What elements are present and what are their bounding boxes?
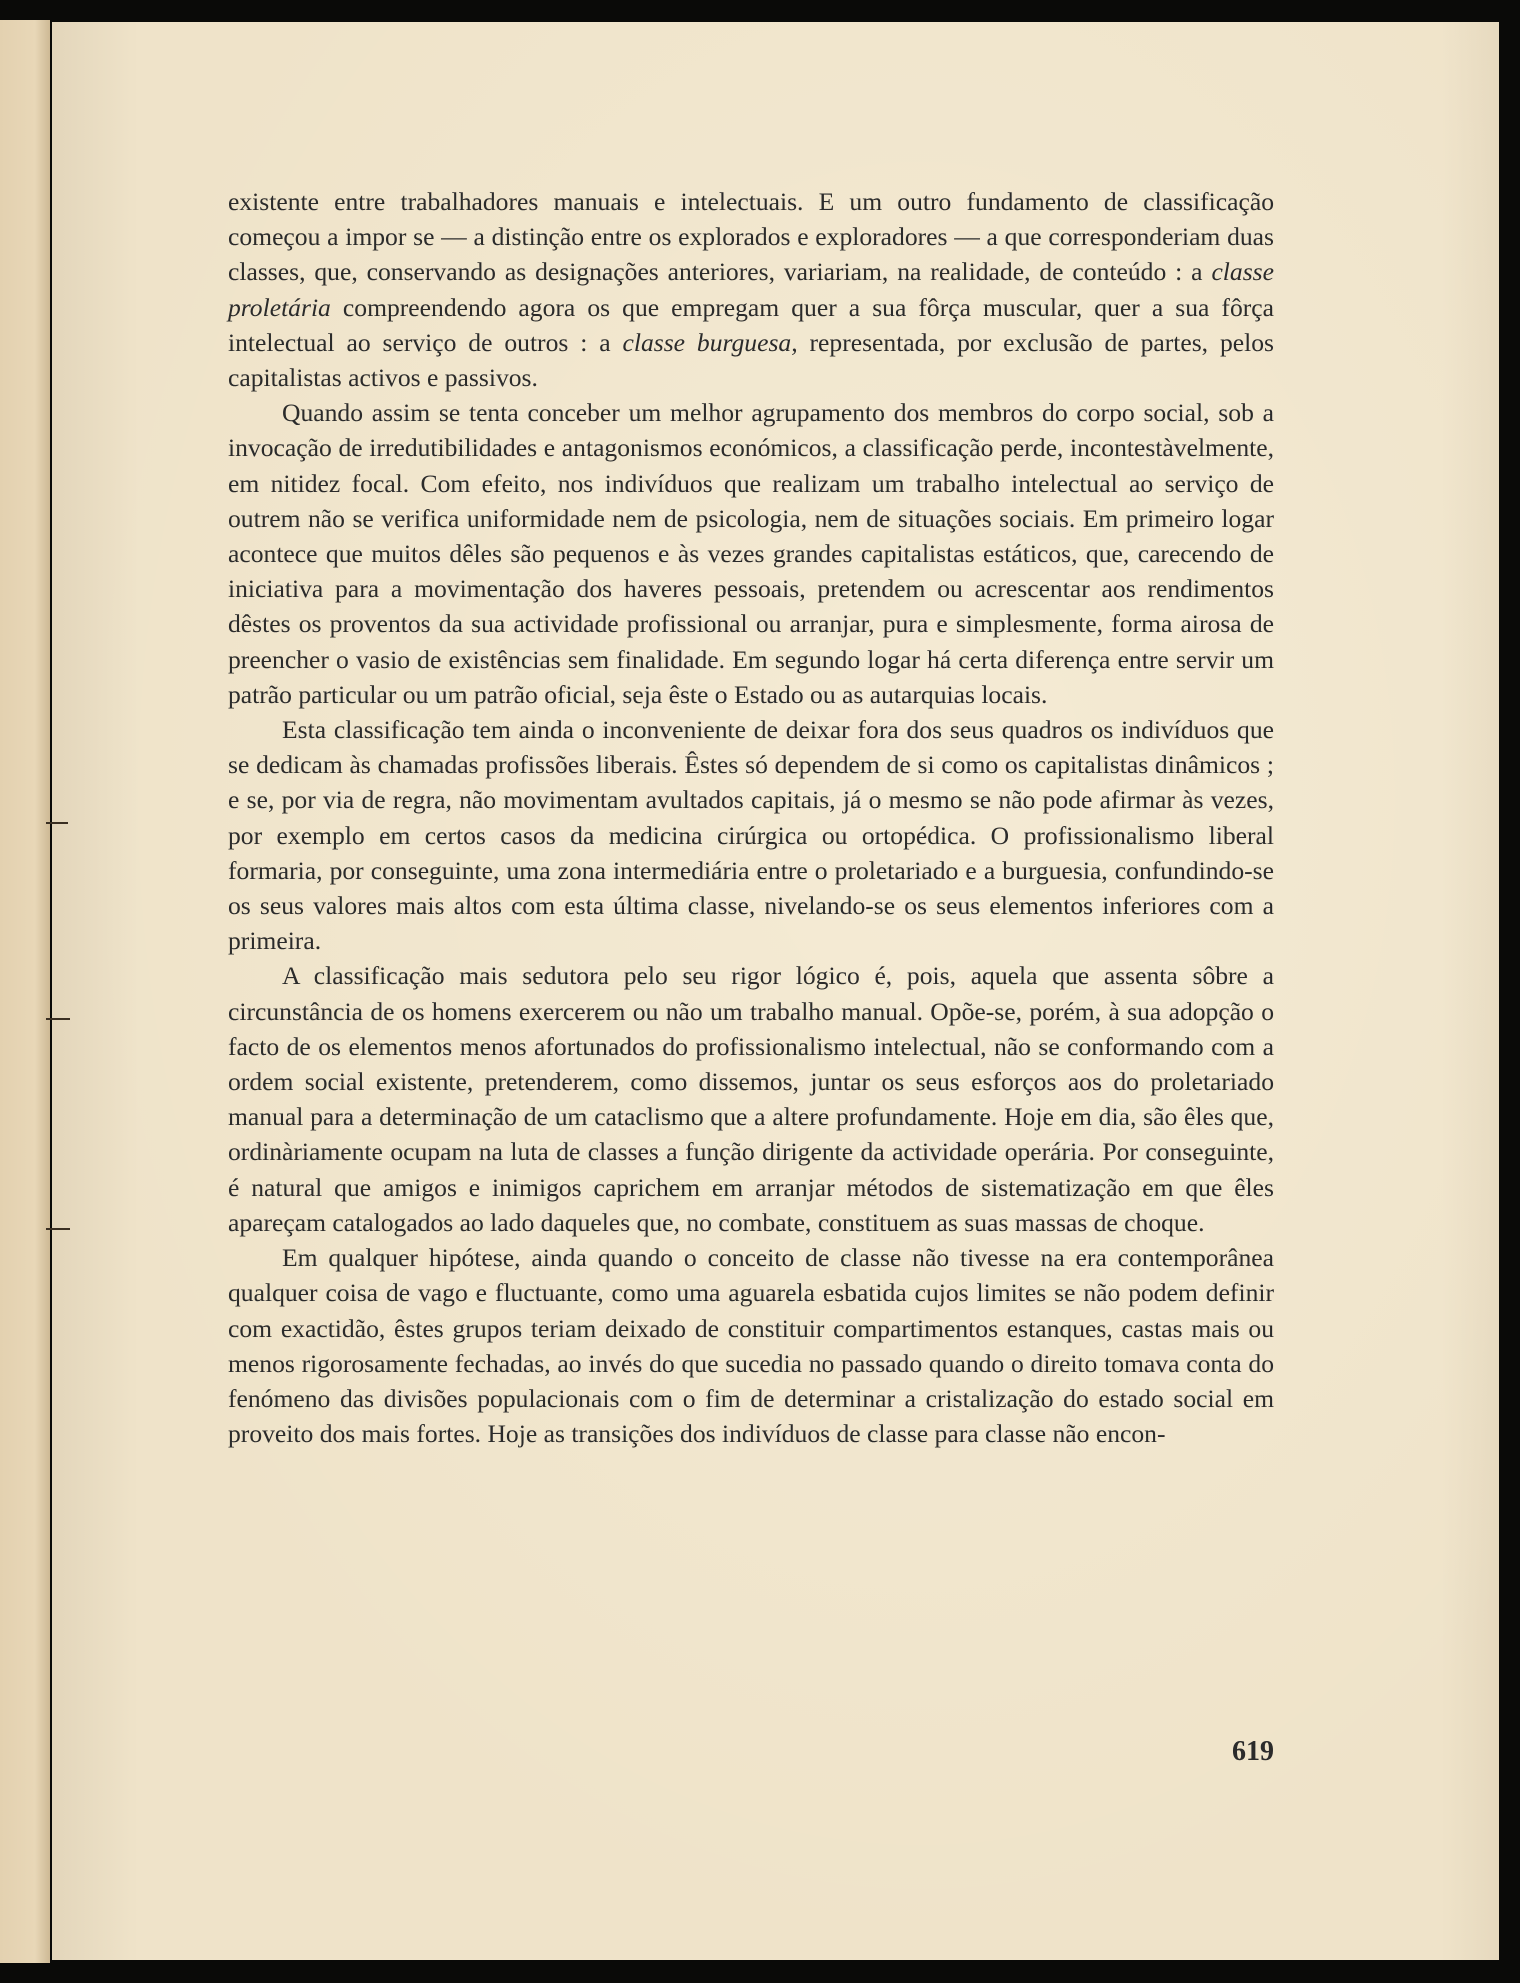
paragraph-text: existente entre trabalhadores manuais e intelectuais. E um outro fundamento de classificação começou a impor se — a distinção entre os explorados e exploradores — a que corresponderiam duas classes, que, conservando as designações anteriores, variariam, na realidade, de conteúdo : a (228, 187, 1274, 287)
page-number: 619 (1232, 1736, 1274, 1767)
paragraph-text: representada, por exclusão de partes, pelos capitalistas activos e passivos. (228, 327, 1274, 393)
paragraph: Em qualquer hipótese, ainda quando o conceito de classe não tivesse na era contemporânea qualquer coisa de vago e fluctuante, como uma aguarela esbatida cujos limites se não podem definir com exactidão, êstes grupos teriam deixado de constituir compartimentos estanques, castas mais ou menos rigorosamente fechadas, ao invés do que sucedia no passado quando o direito tomava conta do fenómeno das divisões populacionais com o fim de determinar a cristalização do estado social em proveito dos mais fortes. Hoje as transições dos indivíduos de classe para classe não encon- (228, 1243, 1274, 1449)
paragraph: Esta classificação tem ainda o inconveniente de deixar fora dos seus quadros os indivíduos que se dedicam às chamadas profissões liberais. Êstes só dependem de si como os capitalistas dinâmicos ; e se, por via de regra, não movimentam avultados capitais, já o mesmo se não pode afirmar às vezes, por exemplo em certos casos da medicina cirúrgica ou ortopédica. O profissionalismo liberal formaria, por conseguinte, uma zona intermediária entre o proletariado e a burguesia, confundindo-se os seus valores mais altos com esta última classe, nivelando-se os seus elementos inferiores com a primeira. (228, 715, 1274, 956)
previous-page-edge (0, 20, 50, 1963)
binding-mark (46, 1228, 70, 1230)
binding-mark (46, 822, 68, 824)
paragraph-text: compreendendo agora os que empregam quer a sua fôrça muscular, quer a sua fôrça intelectual ao serviço de outros : a (228, 292, 1274, 357)
italic-term: classe proletária (228, 257, 1274, 322)
binding-mark (46, 1018, 70, 1020)
body-text (228, 184, 1274, 1451)
paragraph: A classificação mais sedutora pelo seu rigor lógico é, pois, aquela que assenta sôbre a circunstância de os homens exercerem ou não um trabalho manual. Opõe-se, porém, à sua adopção o facto de os elementos menos afortunados do profissionalismo intelectual, não se conformando com a ordem social existente, pretenderem, como dissemos, juntar os seus esforços aos do proletariado manual para a determinação de um cataclismo que a altere profundamente. Hoje em dia, são êles que, ordinàriamente ocupam na luta de classes a função dirigente da actividade operária. Por conseguinte, é natural que amigos e inimigos caprichem em arranjar métodos de sistematização em que êles apareçam catalogados ao lado daqueles que, no combate, constituem as suas massas de choque. (228, 961, 1274, 1237)
italic-term: classe burguesa, (622, 327, 798, 357)
paragraph: Quando assim se tenta conceber um melhor agrupamento dos membros do corpo social, sob a invocação de irredutibilidades e antagonismos económicos, a classificação perde, incontestàvelmente, em nitidez focal. Com efeito, nos indivíduos que realizam um trabalho intelectual ao serviço de outrem não se verifica uniformidade nem de psicologia, nem de situações sociais. Em primeiro logar acontece que muitos dêles são pequenos e às vezes grandes capitalistas estáticos, que, carecendo de iniciativa para a movimentação dos haveres pessoais, pretendem ou acrescentar aos rendimentos dêstes os proventos da sua actividade profissional ou arranjar, pura e simplesmente, forma airosa de preencher o vasio de existências sem finalidade. Em segundo logar há certa diferença entre servir um patrão particular ou um patrão oficial, seja êste o Estado ou as autarquias locais. (228, 398, 1274, 709)
paragraph (228, 184, 1274, 395)
